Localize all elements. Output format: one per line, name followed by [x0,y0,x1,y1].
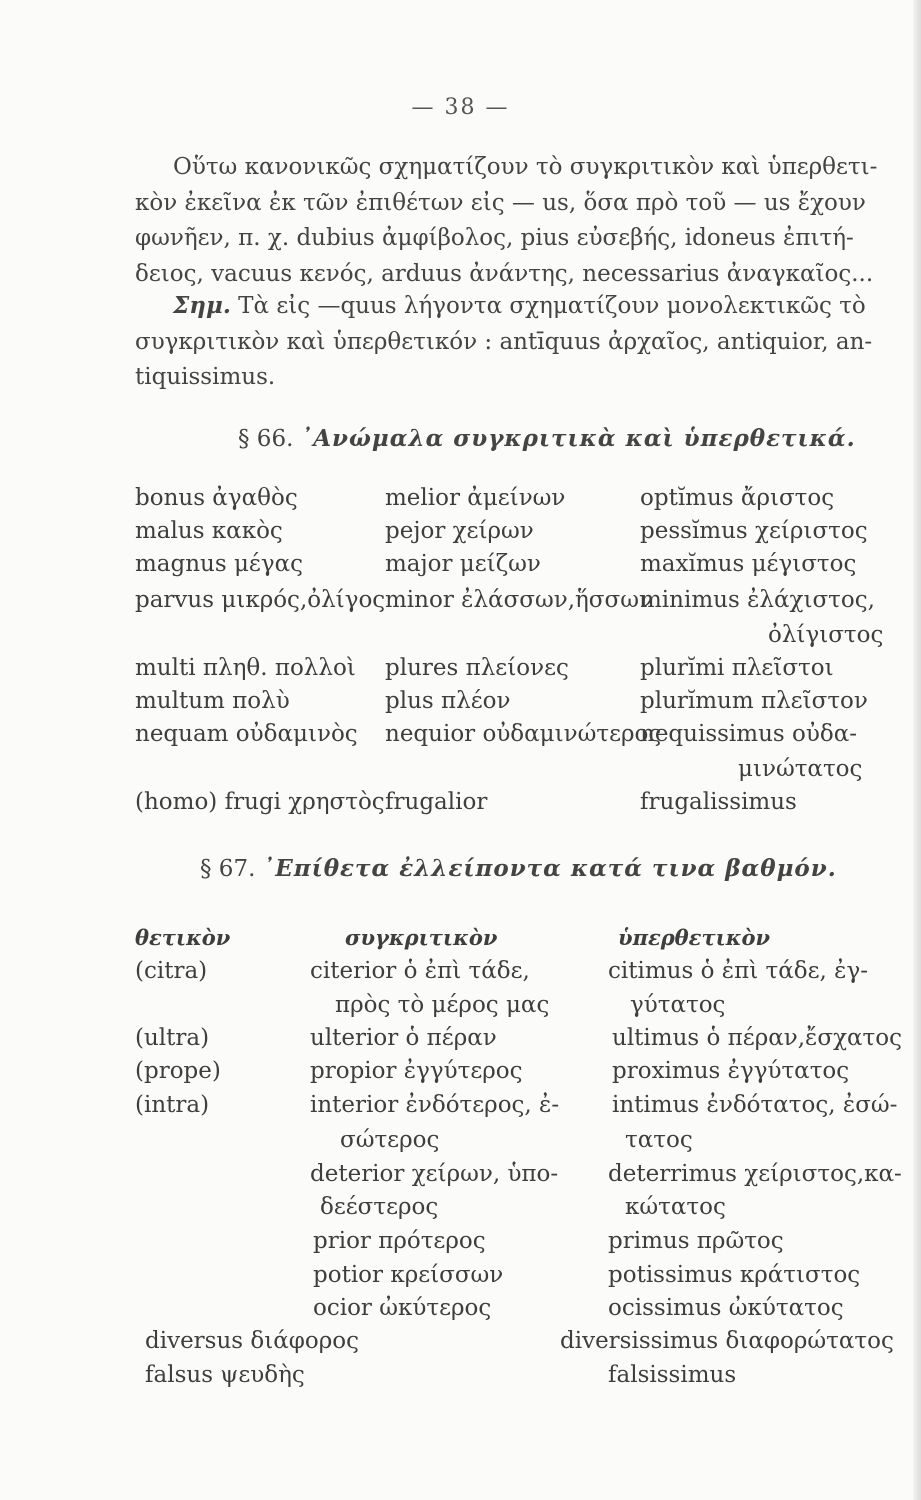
table-cell: nequam οὐδαμινὸς [135,721,358,747]
table-row [0,1127,921,1159]
table-cell: proximus ἐγγύτατος [612,1058,850,1084]
table-cell: multum πολὺ [135,688,290,714]
table-cell: falsus ψευδὴς [145,1362,305,1388]
table-row [0,992,921,1024]
table-cell: nequior οὐδαμινώτερος [385,721,662,747]
table-cell: melior ἀμείνων [385,485,566,511]
table-row [0,1295,921,1327]
table-row [0,1194,921,1226]
table-row [0,1262,921,1294]
page-number: — 38 — [411,95,510,120]
table-cell: deterior χείρων, ὑπο- [310,1161,559,1187]
intro-line: κὸν ἐκεῖνα ἐκ τῶν ἐπιθέτων εἰς — us, ὅσα πρὸ τοῦ — us ἔχουν [135,189,866,216]
table-row [0,485,921,517]
table-cell: diversus διάφορος [145,1328,360,1354]
table-cell: ocissimus ὠκύτατος [608,1295,844,1321]
note-paragraph [135,288,895,396]
table-cell: multi πληθ. πολλοὶ [135,655,356,681]
table-cell: σώτερος [340,1127,440,1153]
table-cell: pejor χείρων [385,518,534,544]
table-row [0,688,921,720]
table-row [0,622,921,654]
section-number: § 66. [238,426,294,452]
table-cell: γύτατος [630,992,726,1018]
note-text: Τὰ εἰς —quus λήγοντα σχηματίζουν μονολεκτικῶς τὸ [230,293,866,319]
table-cell: ὀλίγιστος [768,622,884,648]
table-cell: major μείζων [385,551,541,577]
table-cell: δεέστερος [320,1194,439,1220]
table-row [0,518,921,550]
table-row [0,587,921,619]
table-cell: malus κακὸς [135,518,283,544]
table-row [0,1025,921,1057]
table-cell: (citra) [135,958,208,984]
table-row [0,1058,921,1090]
table-cell: potior κρείσσων [313,1262,504,1288]
table-cell: citimus ὁ ἐπὶ τάδε, ἐγ- [608,958,869,984]
note-line: tiquissimus. [135,364,276,390]
table-cell: nequissimus οὐδα- [640,721,857,747]
table-cell: frugalissimus [640,789,797,815]
section-66-heading [238,425,856,452]
table-cell: πρὸς τὸ μέρος μας [335,992,550,1018]
table-cell: frugalior [385,789,488,815]
table-row [0,958,921,990]
table-cell: optĭmus ἄριστος [640,485,835,511]
table-header-row [0,925,921,957]
table-cell: maxĭmus μέγιστος [640,551,857,577]
table-row [0,1228,921,1260]
intro-line: δειος, vacuus κενός, arduus ἀνάντης, necessarius ἀναγκαῖος... [135,260,874,287]
table-cell: primus πρῶτος [608,1228,784,1254]
table-cell: plus πλέον [385,688,511,714]
table-row [0,1161,921,1193]
note-label: Σημ. [173,292,231,319]
table-cell: intimus ἐνδότατος, ἐσώ- [612,1092,898,1118]
table-cell: deterrimus χείριστος,κα- [608,1161,902,1187]
table-cell: diversissimus διαφορώτατος [560,1328,894,1354]
table-cell: interior ἐνδότερος, ἐ- [310,1092,560,1118]
table-row [0,789,921,821]
intro-line: φωνῆεν, π. χ. dubius ἀμφίβολος, pius εὐσεβής, idoneus ἐπιτή- [135,225,854,251]
table-cell: falsissimus [608,1362,737,1388]
section-title: ᾿Ανώμαλα συγκριτικὰ καὶ ὑπερθετικά. [300,425,856,452]
table-cell: parvus μικρός,ὀλίγος [135,587,386,613]
table-cell: (homo) frugi χρηστὸς [135,789,385,815]
note-line [135,288,895,325]
intro-line: Οὕτω κανονικῶς σχηματίζουν τὸ συγκριτικὸν καὶ ὑπερθετι- [173,154,878,180]
table-cell: magnus μέγας [135,551,304,577]
table-cell: minimus ἐλάχιστος, [640,587,875,613]
section-67-heading [200,855,837,882]
note-line: συγκριτικὸν καὶ ὑπερθετικόν : antīquus ἀρχαῖος, antiquior, an- [135,328,873,355]
table-row [0,756,921,788]
table-cell: plurĭmi πλεῖστοι [640,655,834,681]
table-row [0,721,921,753]
intro-paragraph [135,150,895,292]
table-row [0,1092,921,1124]
table-cell: (prope) [135,1058,221,1084]
table-cell: prior πρότερος [313,1228,486,1254]
table-cell: plures πλείονες [385,655,569,681]
table-cell: (intra) [135,1092,210,1118]
table-cell: (ultra) [135,1025,210,1051]
section-number: § 67. [200,856,256,882]
table-cell: τατος [625,1127,693,1153]
table-cell: propior ἐγγύτερος [310,1058,523,1084]
table-cell: μινώτατος [738,756,863,782]
table-cell: potissimus κράτιστος [608,1262,861,1288]
table-row [0,655,921,687]
table-cell: minor ἐλάσσων,ἥσσων [385,587,653,613]
table-row [0,1362,921,1394]
section-title: ᾿Επίθετα ἐλλείποντα κατά τινα βαθμόν. [262,855,837,882]
table-cell: citerior ὁ ἐπὶ τάδε, [310,958,530,984]
table-cell: ultimus ὁ πέραν,ἔσχατος [612,1025,903,1051]
table-row [0,551,921,583]
table-cell: ocior ὠκύτερος [313,1295,492,1321]
table-cell: ulterior ὁ πέραν [310,1025,497,1051]
column-header-superlative: ὑπερθετικὸν [618,925,771,950]
table-cell: bonus ἀγαθὸς [135,485,298,511]
table-row [0,1328,921,1360]
column-header-comparative: συγκριτικὸν [345,925,498,950]
table-cell: plurĭmum πλεῖστον [640,688,868,714]
table-cell: κώτατος [625,1194,726,1220]
column-header-positive: θετικὸν [135,925,231,950]
table-cell: pessĭmus χείριστος [640,518,868,544]
